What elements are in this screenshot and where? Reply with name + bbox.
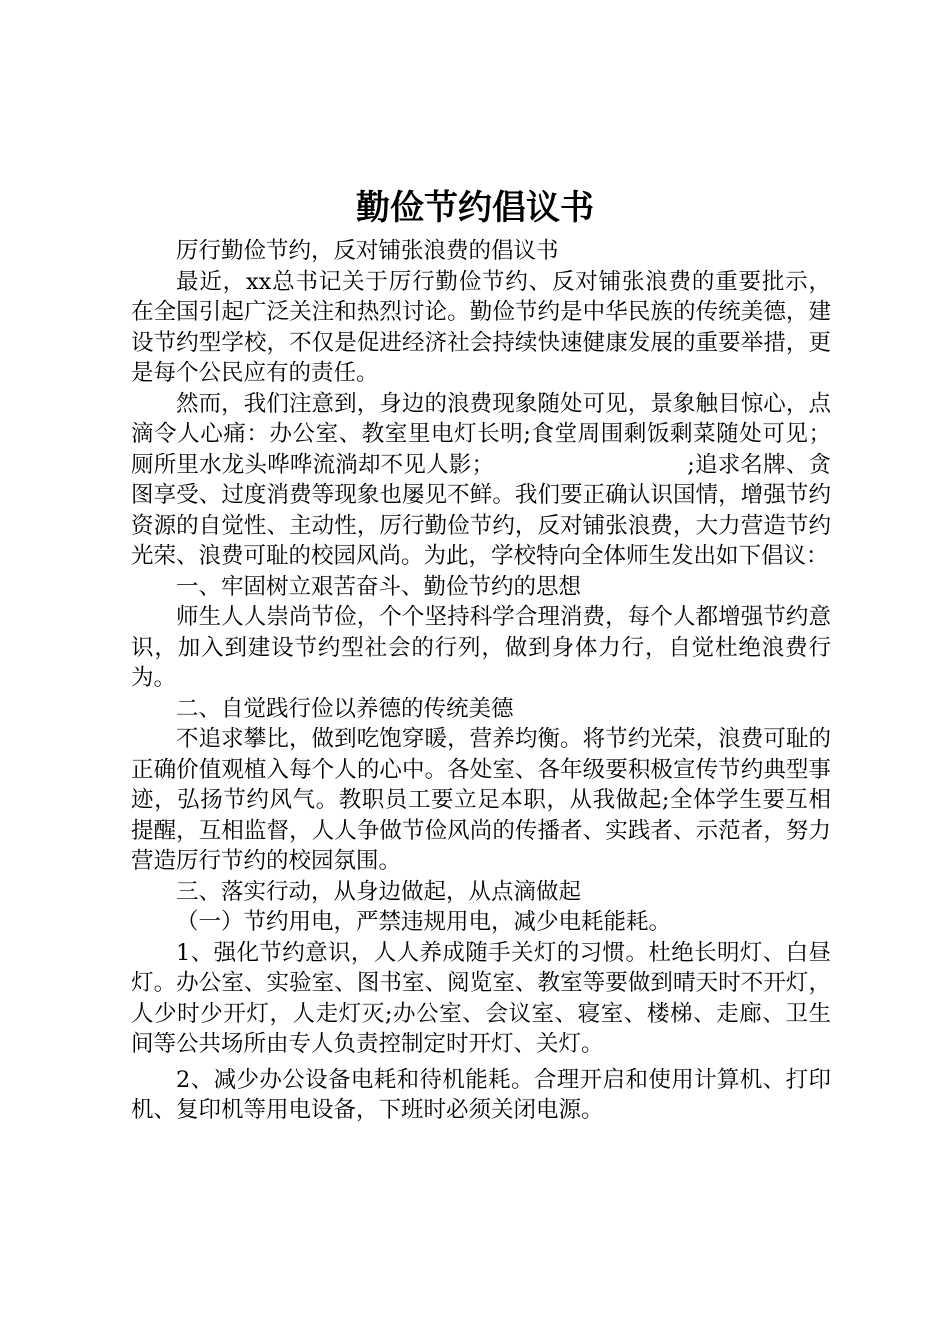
heading-section-2: 二、自觉践行俭以养德的传统美德	[176, 695, 514, 722]
paragraph-section-1: 师生人人崇尚节俭，个个坚持科学合理消费，每个人都增强节约意识，加入到建设节约型社会的行列，做到身体力行，自觉杜绝浪费行为。	[131, 604, 831, 691]
paragraph-item-1: 1、强化节约意识，人人养成随手关灯的习惯。杜绝长明灯、白昼灯。办公室、实验室、图书室、阅览室、教室等要做到晴天时不开灯，人少时少开灯，人走灯灭;办公室、会议室、寝室、楼梯、走廊、卫生间等公共场所由专人负责控制定时开灯、关灯。	[131, 939, 831, 1057]
heading-subsection-1: （一）节约用电，严禁违规用电，减少电耗能耗。	[176, 909, 672, 935]
paragraph-subtitle: 厉行勤俭节约，反对铺张浪费的倡议书	[176, 238, 559, 264]
paragraph-item-2: 2、减少办公设备电耗和待机能耗。合理开启和使用计算机、打印机、复印机等用电设备，下班时必须关闭电源。	[131, 1066, 831, 1123]
heading-section-3: 三、落实行动，从身边做起，从点滴做起	[176, 878, 582, 905]
heading-section-1: 一、牢固树立艰苦奋斗、勤俭节约的思想	[176, 573, 582, 600]
paragraph-waste: 然而，我们注意到，身边的浪费现象随处可见，景象触目惊心，点滴令人心痛：办公室、教室里电灯长明;食堂周围剩饭剩菜随处可见；厕所里水龙头哗哗流淌却不见人影； ;追求名牌、贪图享受、过度消费等现象也屡见不鲜。我们要正确认识国情，增强节约资源的自觉性、主动性，厉行勤俭节约，反对铺张浪费，大力营造节约光荣、浪费可耻的校园风尚。为此，学校特向全体师生发出如下倡议：	[131, 390, 831, 569]
document-body	[131, 236, 831, 1126]
paragraph-section-2: 不追求攀比，做到吃饱穿暖，营养均衡。将节约光荣，浪费可耻的正确价值观植入每个人的心中。各处室、各年级要积极宣传节约典型事迹，弘扬节约风气。教职员工要立足本职，从我做起;全体学生要互相提醒，互相监督，人人争做节俭风尚的传播者、实践者、示范者，努力营造厉行节约的校园氛围。	[131, 726, 831, 874]
document-title: 勤俭节约倡议书	[356, 188, 594, 228]
paragraph-intro: 最近，xx总书记关于厉行勤俭节约、反对铺张浪费的重要批示，在全国引起广泛关注和热烈讨论。勤俭节约是中华民族的传统美德，建设节约型学校，不仅是促进经济社会持续快速健康发展的重要举措，更是每个公民应有的责任。	[131, 268, 831, 386]
